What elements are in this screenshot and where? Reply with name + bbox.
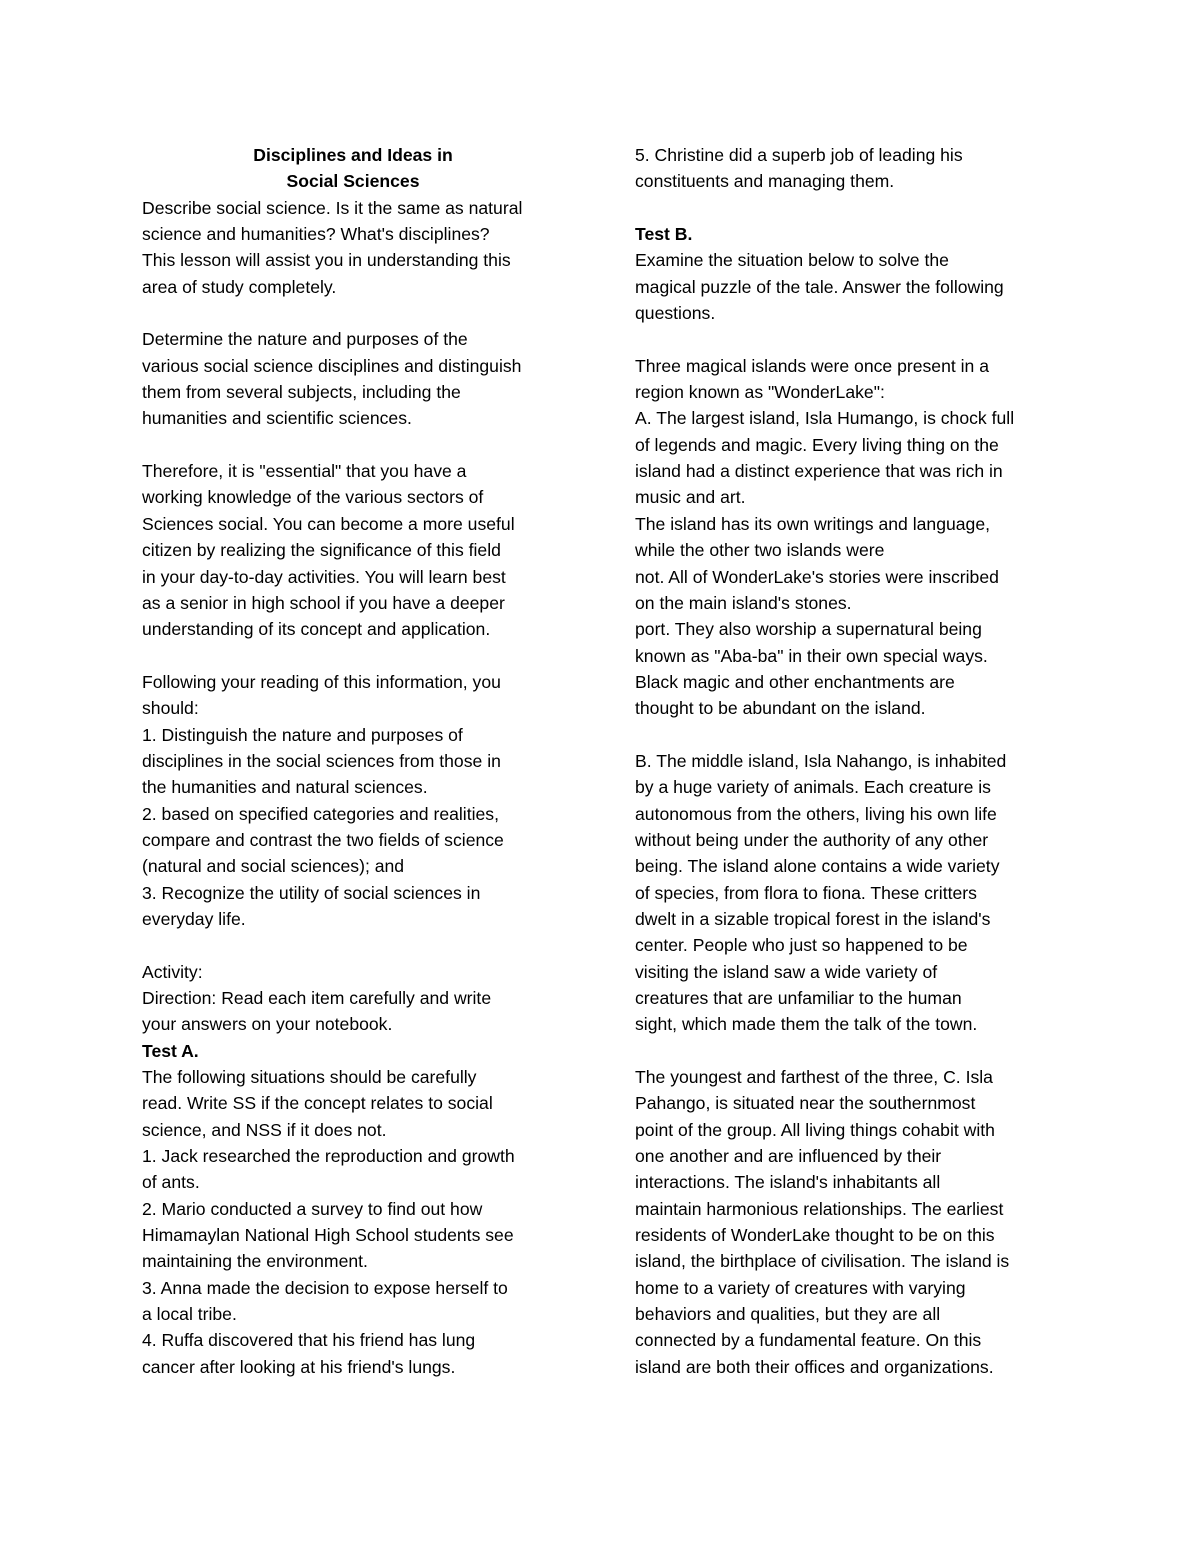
text-line: island, the birthplace of civilisation. The island is — [635, 1251, 1010, 1272]
text-line: by a huge variety of animals. Each creature is — [635, 777, 991, 798]
text-line: B. The middle island, Isla Nahango, is inhabited — [635, 750, 1007, 771]
text-line: thought to be abundant on the island. — [635, 698, 926, 719]
text-line: residents of WonderLake thought to be on this — [635, 1225, 995, 1246]
text-line: known as "Aba-ba" in their own special ways. — [635, 645, 988, 666]
text-line: The youngest and farthest of the three, C. Isla — [635, 1067, 993, 1088]
text-line: 2. based on specified categories and realities, — [142, 803, 499, 824]
left-column-body — [142, 195, 572, 1380]
text-line: magical puzzle of the tale. Answer the following — [635, 276, 1004, 297]
text-line: not. All of WonderLake's stories were inscribed — [635, 566, 999, 587]
paragraph-gap — [635, 1038, 1065, 1064]
text-line: music and art. — [635, 487, 746, 508]
text-line: 2. Mario conducted a survey to find out how — [142, 1198, 483, 1219]
text-line: connected by a fundamental feature. On this — [635, 1330, 982, 1351]
text-line: (natural and social sciences); and — [142, 856, 405, 877]
text-line: 1. Distinguish the nature and purposes of — [142, 724, 463, 745]
title-line-2: Social Sciences — [286, 171, 420, 192]
text-line: on the main island's stones. — [635, 592, 852, 613]
text-line: Therefore, it is "essential" that you have a — [142, 461, 467, 482]
text-line: Sciences social. You can become a more useful — [142, 513, 515, 534]
text-line: of legends and magic. Every living thing on the — [635, 434, 999, 455]
text-line: in your day-to-day activities. You will learn best — [142, 566, 506, 587]
text-line: of species, from flora to fiona. These critters — [635, 882, 977, 903]
text-line: understanding of its concept and application. — [142, 619, 491, 640]
text-line: being. The island alone contains a wide variety — [635, 856, 1000, 877]
text-line: Himamaylan National High School students see — [142, 1225, 514, 1246]
text-line: Determine the nature and purposes of the — [142, 329, 468, 350]
text-line: various social science disciplines and distinguish — [142, 355, 522, 376]
text-line: Activity: — [142, 961, 203, 982]
text-line: Following your reading of this information, you — [142, 671, 501, 692]
text-line: center. People who just so happened to be — [635, 935, 968, 956]
text-line: 5. Christine did a superb job of leading his — [635, 145, 963, 165]
right-column-body — [635, 142, 1065, 1380]
text-line: point of the group. All living things cohabit with — [635, 1119, 995, 1140]
text-line: cancer after looking at his friend's lungs. — [142, 1356, 456, 1377]
text-line: them from several subjects, including the — [142, 382, 461, 403]
text-line: island had a distinct experience that was rich in — [635, 461, 1003, 482]
text-line: 3. Anna made the decision to expose herself to — [142, 1277, 508, 1298]
text-line: This lesson will assist you in understanding this — [142, 250, 511, 271]
text-line: constituents and managing them. — [635, 171, 895, 192]
text-line: the humanities and natural sciences. — [142, 777, 428, 798]
paragraph-gap — [142, 300, 572, 326]
text-line: creatures that are unfamiliar to the human — [635, 988, 962, 1008]
text-line: Pahango, is situated near the southernmost — [635, 1093, 976, 1114]
text-line: Direction: Read each item carefully and write — [142, 988, 492, 1008]
text-line: while the other two islands were — [635, 540, 885, 561]
text-line: humanities and scientific sciences. — [142, 408, 412, 429]
text-line: island are both their offices and organizations. — [635, 1356, 994, 1377]
text-line: region known as "WonderLake": — [635, 382, 885, 403]
text-line: disciplines in the social sciences from those in — [142, 750, 501, 771]
text-line: maintain harmonious relationships. The earliest — [635, 1198, 1004, 1219]
paragraph-gap — [142, 932, 572, 958]
text-line: autonomous from the others, living his own life — [635, 803, 997, 824]
text-line: Black magic and other enchantments are — [635, 671, 955, 692]
paragraph-gap — [635, 326, 1065, 352]
text-line: home to a variety of creatures with varying — [635, 1277, 966, 1298]
text-line: A. The largest island, Isla Humango, is chock full — [635, 408, 1015, 429]
left-column — [142, 142, 572, 1380]
text-line: port. They also worship a supernatural being — [635, 619, 982, 640]
text-line: everyday life. — [142, 908, 246, 929]
text-line: of ants. — [142, 1172, 200, 1193]
text-line: a local tribe. — [142, 1304, 237, 1325]
text-line: questions. — [635, 303, 716, 324]
text-line: read. Write SS if the concept relates to social — [142, 1093, 493, 1114]
text-line: The following situations should be carefully — [142, 1067, 477, 1088]
text-line: Examine the situation below to solve the — [635, 250, 949, 271]
text-line: maintaining the environment. — [142, 1251, 368, 1272]
text-line: citizen by realizing the significance of this field — [142, 540, 501, 561]
text-line: behaviors and qualities, but they are all — [635, 1304, 941, 1325]
text-line: dwelt in a sizable tropical forest in the island's — [635, 908, 991, 929]
text-line: Three magical islands were once present in a — [635, 355, 990, 376]
paragraph-gap — [142, 643, 572, 669]
text-line: science, and NSS if it does not. — [142, 1119, 387, 1140]
text-line: Describe social science. Is it the same as natural — [142, 197, 523, 218]
text-line: science and humanities? What's disciplines? — [142, 224, 490, 245]
text-line: 3. Recognize the utility of social sciences in — [142, 882, 481, 903]
text-line: without being under the authority of any other — [635, 829, 989, 850]
paragraph-gap — [635, 722, 1065, 748]
right-column — [635, 142, 1065, 1380]
text-line: compare and contrast the two fields of science — [142, 829, 504, 850]
paragraph-gap — [142, 432, 572, 458]
text-line: 4. Ruffa discovered that his friend has lung — [142, 1330, 476, 1351]
text-line: The island has its own writings and language, — [635, 513, 991, 534]
paragraph-gap — [635, 195, 1065, 221]
title-line-1: Disciplines and Ideas in — [253, 145, 453, 165]
text-line: one another and are influenced by their — [635, 1146, 942, 1167]
text-line: Test A. — [142, 1040, 199, 1061]
text-line: should: — [142, 698, 199, 719]
text-line: as a senior in high school if you have a deeper — [142, 592, 505, 613]
text-line: interactions. The island's inhabitants all — [635, 1172, 941, 1193]
text-line: Test B. — [635, 224, 693, 245]
text-line: sight, which made them the talk of the town. — [635, 1014, 978, 1035]
text-line: 1. Jack researched the reproduction and growth — [142, 1146, 515, 1167]
text-line: area of study completely. — [142, 276, 337, 297]
text-line: working knowledge of the various sectors of — [142, 487, 484, 508]
text-line: visiting the island saw a wide variety of — [635, 961, 938, 982]
text-line: your answers on your notebook. — [142, 1014, 393, 1035]
